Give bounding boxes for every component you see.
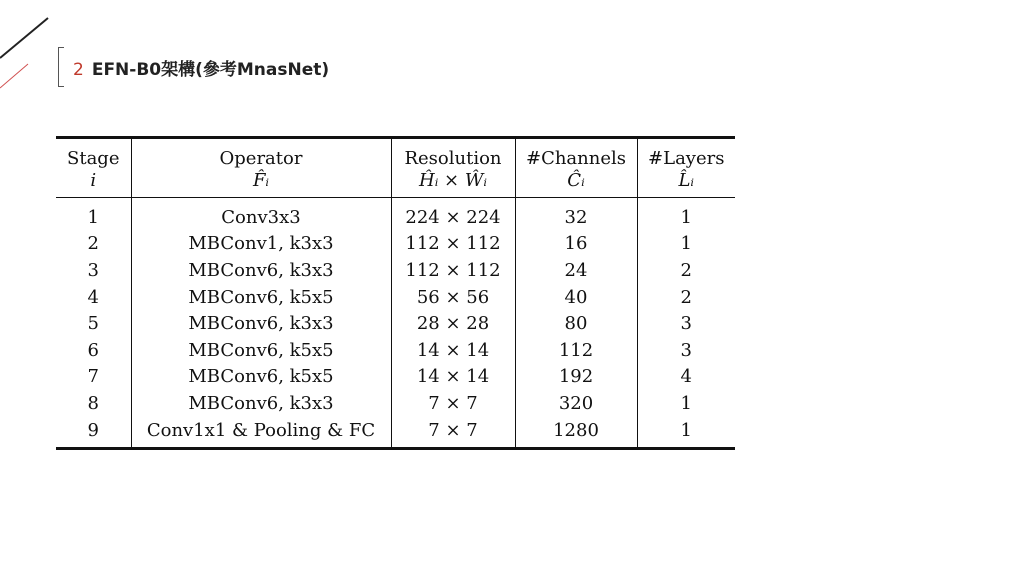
slide-title-text: EFN-B0架構(參考MnasNet) <box>91 60 330 80</box>
symbol-layers: L̂ᵢ <box>637 169 735 198</box>
cell-channels: 80 <box>515 310 637 337</box>
table-row <box>56 390 735 417</box>
cell-operator: MBConv6, k5x5 <box>131 364 391 391</box>
decor-line-red <box>0 64 28 88</box>
cell-resolution: 7 × 7 <box>391 417 515 449</box>
cell-resolution: 28 × 28 <box>391 310 515 337</box>
cell-resolution: 112 × 112 <box>391 257 515 284</box>
header-stage: Stage <box>56 138 131 170</box>
cell-layers: 1 <box>680 392 692 414</box>
cell-stage: 4 <box>56 284 131 311</box>
header-operator: Operator <box>131 138 391 170</box>
cell-stage: 6 <box>56 337 131 364</box>
cell-stage: 8 <box>56 390 131 417</box>
cell-layers: 1 <box>680 233 692 255</box>
cell-stage: 5 <box>56 310 131 337</box>
cell-channels: 16 <box>515 231 637 258</box>
cell-channels: 192 <box>515 364 637 391</box>
table-row <box>56 310 735 337</box>
corner-decoration <box>0 0 80 120</box>
header-channels: #Channels <box>515 138 637 170</box>
cell-channels: 40 <box>515 284 637 311</box>
cell-resolution: 14 × 14 <box>391 364 515 391</box>
cell-resolution: 14 × 14 <box>391 337 515 364</box>
architecture-table <box>56 136 735 450</box>
cell-layers: 1 <box>637 417 735 449</box>
slide-number: 2 <box>73 60 84 80</box>
cell-operator: MBConv6, k3x3 <box>131 310 391 337</box>
table-row <box>56 417 735 449</box>
header-resolution: Resolution <box>391 138 515 170</box>
cell-channels: 32 <box>515 198 637 231</box>
cell-layers: 3 <box>680 313 692 335</box>
cell-operator: MBConv1, k3x3 <box>131 231 391 258</box>
symbol-operator: F̂ᵢ <box>131 169 391 198</box>
cell-layers: 1 <box>680 206 692 228</box>
cell-operator: MBConv6, k3x3 <box>131 257 391 284</box>
cell-operator: MBConv6, k5x5 <box>131 337 391 364</box>
cell-layers: 2 <box>680 286 692 308</box>
cell-stage: 7 <box>56 364 131 391</box>
slide-title <box>73 55 329 80</box>
cell-resolution: 112 × 112 <box>391 231 515 258</box>
cell-channels: 320 <box>515 390 637 417</box>
cell-layers: 4 <box>680 366 692 388</box>
header-symbol-row <box>56 169 735 198</box>
cell-stage: 1 <box>56 198 131 231</box>
cell-operator: MBConv6, k3x3 <box>131 390 391 417</box>
table-row <box>56 257 735 284</box>
table-row <box>56 364 735 391</box>
cell-operator: Conv1x1 & Pooling & FC <box>131 417 391 449</box>
symbol-channels: Ĉᵢ <box>515 169 637 198</box>
table-row <box>56 284 735 311</box>
cell-stage: 3 <box>56 257 131 284</box>
table-row <box>56 231 735 258</box>
cell-channels: 112 <box>515 337 637 364</box>
cell-stage: 2 <box>56 231 131 258</box>
symbol-stage: i <box>56 169 131 198</box>
table-row <box>56 337 735 364</box>
cell-resolution: 7 × 7 <box>391 390 515 417</box>
header-layers: #Layers <box>637 138 735 170</box>
cell-channels: 1280 <box>515 417 637 449</box>
cell-resolution: 56 × 56 <box>391 284 515 311</box>
cell-layers: 3 <box>680 339 692 361</box>
cell-operator: Conv3x3 <box>131 198 391 231</box>
cell-layers: 2 <box>680 259 692 281</box>
header-row <box>56 138 735 170</box>
symbol-resolution: Ĥᵢ × Ŵᵢ <box>391 169 515 198</box>
cell-stage: 9 <box>56 417 131 449</box>
cell-resolution: 224 × 224 <box>391 198 515 231</box>
table-row <box>56 198 735 231</box>
title-bracket <box>58 47 64 87</box>
decor-line-dark <box>0 18 48 58</box>
cell-channels: 24 <box>515 257 637 284</box>
cell-operator: MBConv6, k5x5 <box>131 284 391 311</box>
